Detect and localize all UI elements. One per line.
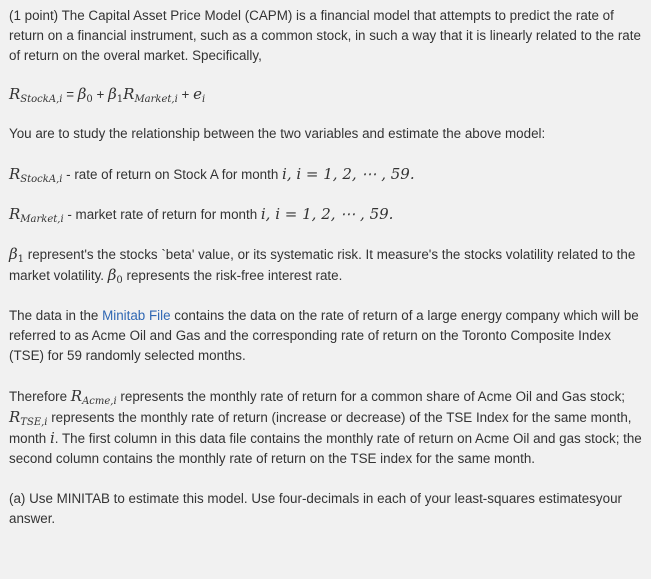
eq-e-sub: i	[201, 94, 206, 105]
intro-paragraph	[9, 6, 642, 66]
therefore-text4: . The first column in this data file contains the monthly rate of return on Acme Oil and gas stock; the second column contains the monthly rate of return on the TSE index for the same month.	[9, 431, 642, 466]
eq-equals: =	[66, 87, 75, 102]
therefore-text2: represents the monthly rate of return for a common share of Acme Oil and Gas stock;	[116, 389, 626, 404]
eq-e-var: e	[193, 85, 202, 103]
def-stock-var: R	[9, 165, 21, 183]
beta0-symbol: β	[107, 266, 117, 284]
eq-r-sub: Market,i	[134, 94, 178, 105]
eq-lhs-var: R	[9, 85, 21, 103]
therefore-paragraph	[9, 386, 642, 469]
study-text: You are to study the relationship between the two variables and estimate the above model:	[9, 126, 546, 141]
eq-lhs-sub: StockA,i	[20, 94, 63, 105]
beta1-sub: 1	[17, 254, 25, 265]
eq-beta1-sub: 1	[116, 94, 124, 105]
capm-equation	[9, 84, 642, 104]
acme-var: R	[70, 387, 83, 405]
eq-beta0-sub: 0	[86, 94, 93, 105]
eq-plus1: +	[96, 87, 105, 102]
def-market-text: - market rate of return for month	[63, 207, 261, 222]
data-text-before: The data in the	[9, 308, 103, 323]
beta-text2: represents the risk-free interest rate.	[122, 268, 343, 283]
def-market-sub: Market,i	[20, 214, 64, 225]
def-market	[9, 204, 642, 224]
data-text-after: contains the data on the rate of return of a large energy company which will be referred to as Acme Oil and Gas and the corresponding rate of return on the Toronto Composite Index (TSE) for 59 randomly selected months.	[9, 308, 639, 363]
def-stock-sub: StockA,i	[20, 174, 63, 185]
beta0-sub: 0	[116, 275, 123, 286]
question-a: (a) Use MINITAB to estimate this model. Use four-decimals in each of your least-squares estimatesyour answer.	[9, 491, 622, 526]
def-stock	[9, 164, 642, 184]
beta-paragraph	[9, 244, 642, 286]
beta-text1: represent's the stocks `beta' value, or its systematic risk. It measure's the stocks volatility related to the market volatility.	[9, 247, 636, 283]
eq-beta0: β	[77, 85, 87, 103]
therefore-text3: represents the monthly rate of return (increase or decrease) of the TSE Index for the same month, month	[9, 410, 632, 446]
def-stock-text: - rate of return on Stock A for month	[62, 167, 283, 182]
therefore-text1: Therefore	[9, 389, 71, 404]
data-paragraph	[9, 306, 642, 366]
def-stock-math: i, i = 1, 2, ⋯ , 59.	[282, 165, 415, 183]
beta1-symbol: β	[9, 245, 18, 263]
intro-text: The Capital Asset Price Model (CAPM) is a financial model that attempts to predict the rate of return on a financial instrument, such as a common stock, in such a way that it is linearly related to the rate of return on the overal market. Specifically,	[9, 8, 641, 63]
acme-sub: Acme,i	[82, 396, 117, 407]
tse-var: R	[9, 408, 21, 426]
tse-sub: TSE,i	[20, 417, 48, 428]
eq-r-var: R	[123, 85, 135, 103]
eq-beta1: β	[108, 85, 117, 103]
minitab-file-link[interactable]: Minitab File	[102, 308, 171, 323]
def-market-math: i, i = 1, 2, ⋯ , 59.	[260, 205, 394, 223]
eq-plus2: +	[181, 87, 190, 102]
def-market-var: R	[9, 205, 21, 223]
points-label: (1 point)	[9, 8, 59, 23]
month-i-var: i	[49, 429, 55, 447]
